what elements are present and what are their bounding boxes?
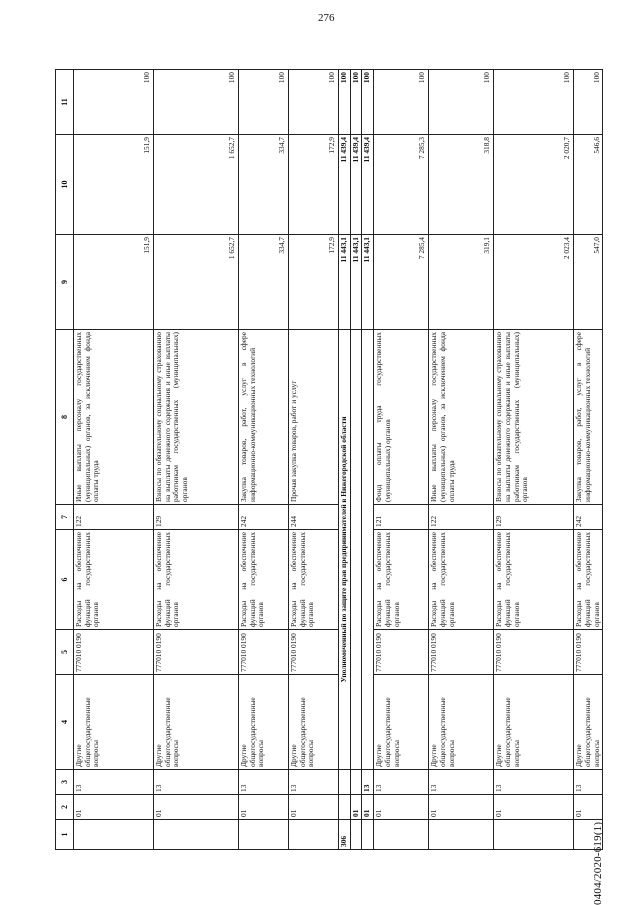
cell-percent: 100 (350, 70, 362, 135)
cell-percent: 100 (374, 70, 429, 135)
cell-actual: 11 439,4 (350, 135, 362, 235)
cell-plan: 172,9 (289, 235, 339, 330)
cell-code (350, 820, 362, 850)
cell-percent: 100 (154, 70, 239, 135)
cell-target-article: 777010 0190 (494, 630, 574, 675)
cell-expense-name: Закупка товаров, работ, услуг в сфере информационно-коммуникационных технологий (239, 330, 289, 505)
cell-section: 01 (239, 795, 289, 820)
header-cell: 4 (56, 675, 74, 770)
cell-target-article: 777010 0190 (154, 630, 239, 675)
header-cell: 2 (56, 795, 74, 820)
cell-code (362, 820, 374, 850)
cell-section: 01 (574, 795, 603, 820)
cell-code (74, 820, 154, 850)
cell-section: 01 (154, 795, 239, 820)
header-cell: 8 (56, 330, 74, 505)
cell-actual: 334,7 (239, 135, 289, 235)
header-row (56, 70, 74, 850)
cell-percent: 100 (339, 70, 351, 135)
cell-actual: 546,6 (574, 135, 603, 235)
cell-subsection: 13 (494, 770, 574, 795)
cell-expense-type: 129 (494, 505, 574, 530)
cell-actual: 11 439,4 (362, 135, 374, 235)
cell-target-article: 777010 0190 (239, 630, 289, 675)
cell-code (374, 820, 429, 850)
header-cell: 7 (56, 505, 74, 530)
table-row (494, 70, 574, 850)
cell-subsection (350, 770, 362, 795)
cell-code (494, 820, 574, 850)
table-row (429, 70, 494, 850)
cell-expense-type: 244 (289, 505, 339, 530)
table-row (574, 70, 603, 850)
cell-actual: 172,9 (289, 135, 339, 235)
header-cell: 10 (56, 135, 74, 235)
cell-actual: 318,8 (429, 135, 494, 235)
cell-expense-name: Фонд оплаты труда государственных (муниципальных) органов (374, 330, 429, 505)
header-cell: 9 (56, 235, 74, 330)
cell-subsection: 13 (362, 770, 374, 795)
cell-plan: 319,1 (429, 235, 494, 330)
cell-section-name: Другие общегосударственные вопросы (74, 675, 154, 770)
cell-actual: 1 652,7 (154, 135, 239, 235)
cell-subsection: 13 (574, 770, 603, 795)
cell-plan: 11 443,1 (362, 235, 374, 330)
cell-expense-type: 122 (429, 505, 494, 530)
table-row (154, 70, 239, 850)
cell-section-name: Другие общегосударственные вопросы (239, 675, 289, 770)
rotated-table-container (55, 70, 600, 850)
cell-expense-type: 242 (574, 505, 603, 530)
cell-code (289, 820, 339, 850)
cell-target-article: 777010 0190 (289, 630, 339, 675)
cell-code (239, 820, 289, 850)
cell-expense-name: Иные выплаты персоналу государственных (муниципальных) органов, за исключением фонда оплаты труда (74, 330, 154, 505)
cell-actual: 11 439,4 (339, 135, 351, 235)
total-row (350, 70, 362, 850)
cell-target-name: Расходы на обеспечение функций государственных органов (239, 530, 289, 630)
header-cell: 3 (56, 770, 74, 795)
cell-percent: 100 (429, 70, 494, 135)
cell-plan: 11 443,1 (350, 235, 362, 330)
cell-code (154, 820, 239, 850)
cell-percent: 100 (574, 70, 603, 135)
cell-target-name: Расходы на обеспечение функций государственных органов (154, 530, 239, 630)
empty-merged-cell (350, 330, 362, 770)
cell-target-name: Расходы на обеспечение функций государственных органов (374, 530, 429, 630)
cell-section-name: Другие общегосударственные вопросы (154, 675, 239, 770)
header-cell: 1 (56, 820, 74, 850)
cell-plan: 151,9 (74, 235, 154, 330)
total-row (362, 70, 374, 850)
cell-target-article: 777010 0190 (374, 630, 429, 675)
cell-section: 01 (362, 795, 374, 820)
cell-expense-name: Закупка товаров, работ, услуг в сфере информационно-коммуникационных технологий (574, 330, 603, 505)
cell-subsection: 13 (154, 770, 239, 795)
cell-subsection: 13 (74, 770, 154, 795)
table-row (239, 70, 289, 850)
cell-code (574, 820, 603, 850)
cell-section: 01 (350, 795, 362, 820)
cell-plan: 1 652,7 (154, 235, 239, 330)
header-cell: 6 (56, 530, 74, 630)
cell-section-name: Другие общегосударственные вопросы (574, 675, 603, 770)
table-row (374, 70, 429, 850)
cell-target-name: Расходы на обеспечение функций государственных органов (494, 530, 574, 630)
cell-percent: 100 (362, 70, 374, 135)
cell-plan: 11 443,1 (339, 235, 351, 330)
cell-section (339, 795, 351, 820)
cell-code: 306 (339, 820, 351, 850)
header-cell: 11 (56, 70, 74, 135)
cell-subsection: 13 (239, 770, 289, 795)
table-row (289, 70, 339, 850)
cell-section-name: Другие общегосударственные вопросы (494, 675, 574, 770)
cell-section-name: Другие общегосударственные вопросы (429, 675, 494, 770)
cell-expense-type: 242 (239, 505, 289, 530)
cell-subsection: 13 (289, 770, 339, 795)
cell-percent: 100 (239, 70, 289, 135)
document-code: 0404/2020-619(1) (592, 821, 604, 905)
cell-plan: 334,7 (239, 235, 289, 330)
cell-percent: 100 (494, 70, 574, 135)
cell-subsection (339, 770, 351, 795)
cell-actual: 2 020,7 (494, 135, 574, 235)
cell-target-name: Расходы на обеспечение функций государственных органов (74, 530, 154, 630)
cell-section: 01 (429, 795, 494, 820)
page-number: 276 (318, 12, 335, 24)
cell-target-name: Расходы на обеспечение функций государственных органов (289, 530, 339, 630)
cell-plan: 7 285,4 (374, 235, 429, 330)
cell-target-name: Расходы на обеспечение функций государственных органов (574, 530, 603, 630)
header-cell: 5 (56, 630, 74, 675)
cell-expense-name: Прочая закупка товаров, работ и услуг (289, 330, 339, 505)
cell-section: 01 (494, 795, 574, 820)
cell-section: 01 (289, 795, 339, 820)
cell-target-name: Расходы на обеспечение функций государственных органов (429, 530, 494, 630)
cell-expense-type: 121 (374, 505, 429, 530)
cell-subsection: 13 (429, 770, 494, 795)
cell-expense-type: 129 (154, 505, 239, 530)
cell-target-article: 777010 0190 (74, 630, 154, 675)
cell-section-name: Другие общегосударственные вопросы (289, 675, 339, 770)
cell-percent: 100 (74, 70, 154, 135)
cell-expense-name: Взносы по обязательному социальному страхованию на выплаты денежного содержания и иные выплаты работникам государственных (муниципальных) органов (154, 330, 239, 505)
cell-section: 01 (374, 795, 429, 820)
cell-plan: 2 023,4 (494, 235, 574, 330)
total-row (339, 70, 351, 850)
table-row (74, 70, 154, 850)
cell-actual: 7 285,3 (374, 135, 429, 235)
cell-target-article: 777010 0190 (574, 630, 603, 675)
cell-plan: 547,0 (574, 235, 603, 330)
cell-percent: 100 (289, 70, 339, 135)
cell-actual: 151,9 (74, 135, 154, 235)
cell-target-article: 777010 0190 (429, 630, 494, 675)
cell-section-name: Другие общегосударственные вопросы (374, 675, 429, 770)
cell-expense-name: Взносы по обязательному социальному страхованию на выплаты денежного содержания и иные выплаты работникам государственных (муниципальных) органов (494, 330, 574, 505)
cell-expense-name: Иные выплаты персоналу государственных (муниципальных) органов, за исключением фонда оплаты труда (429, 330, 494, 505)
cell-subsection: 13 (374, 770, 429, 795)
cell-section: 01 (74, 795, 154, 820)
budget-table (55, 69, 603, 850)
section-title: Уполномоченный по защите прав предпринимателей в Нижегородской области (339, 330, 351, 770)
cell-expense-type: 122 (74, 505, 154, 530)
cell-code (429, 820, 494, 850)
empty-merged-cell (362, 330, 374, 770)
